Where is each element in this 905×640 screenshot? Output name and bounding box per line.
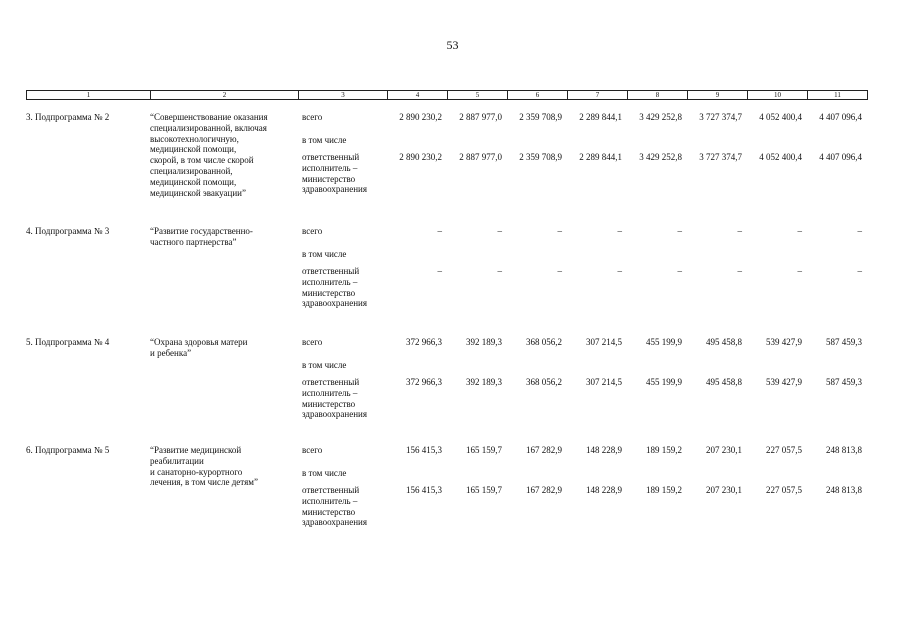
executor-value: 539 427,9 [766,377,802,387]
page-number: 53 [446,38,459,52]
total-value: 4 407 096,4 [819,112,862,122]
program-title-line: реабилитации [150,455,204,466]
program-name: 4. Подпрограмма № 3 [26,226,110,236]
total-label: всего [302,445,323,455]
column-number: 1 [27,91,151,100]
program-title-line: специализированной, включая [150,122,267,133]
executor-value: 148 228,9 [586,485,622,495]
program-title-line: специализированной, [150,166,233,176]
total-label: всего [302,112,323,122]
column-number: 10 [748,91,808,100]
executor-value: – [857,266,862,276]
program-title-line: медицинской помощи, [150,144,237,155]
executor-label-line: министерство [302,173,356,184]
program-name: 5. Подпрограмма № 4 [26,337,110,347]
column-number: 11 [808,91,868,100]
executor-value: – [677,266,682,276]
executor-value: 189 159,2 [646,485,682,495]
total-value: – [797,226,802,236]
executor-value: 207 230,1 [706,485,742,495]
total-value: 392 189,3 [466,337,502,347]
executor-label-line: ответственный [302,152,360,162]
total-value: 165 159,7 [466,445,502,455]
total-value: 2 289 844,1 [579,112,622,122]
total-value: 227 057,5 [766,445,802,455]
program-title-line: высокотехнологичную, [150,133,239,144]
executor-label-line: министерство [302,506,356,517]
including-label: в том числе [302,135,347,145]
total-value: 307 214,5 [586,337,622,347]
executor-value: – [437,266,442,276]
total-value: – [617,226,622,236]
executor-label-line: здравоохранения [302,517,368,528]
executor-value: 2 890 230,2 [399,152,442,162]
column-number: 6 [508,91,568,100]
executor-value: – [797,266,802,276]
executor-label-line: здравоохранения [302,298,368,309]
total-value: 207 230,1 [706,445,742,455]
total-value: 3 429 252,8 [639,112,682,122]
program-title-line: “Охрана здоровья матери [150,337,248,347]
total-label: всего [302,337,323,347]
executor-label-line: ответственный [302,266,360,276]
program-name: 6. Подпрограмма № 5 [26,445,110,455]
total-value: 156 415,3 [406,445,442,455]
executor-value: – [557,266,562,276]
executor-value: 3 429 252,8 [639,152,682,162]
executor-label-line: исполнитель – [302,387,358,398]
program-name: 3. Подпрограмма № 2 [26,112,110,122]
total-value: 2 359 708,9 [519,112,562,122]
column-number: 2 [151,91,299,100]
executor-value: 2 887 977,0 [459,152,502,162]
total-value: – [857,226,862,236]
total-value: – [677,226,682,236]
executor-value: – [497,266,502,276]
executor-label-line: ответственный [302,377,360,387]
executor-value: 227 057,5 [766,485,802,495]
executor-value: 307 214,5 [586,377,622,387]
executor-label-line: исполнитель – [302,276,358,287]
column-number: 7 [568,91,628,100]
executor-value: 2 359 708,9 [519,152,562,162]
program-title-line: и ребенка” [150,347,192,358]
column-number: 3 [299,91,388,100]
program-title-line: “Совершенствование оказания [150,112,268,122]
executor-value: 167 282,9 [526,485,562,495]
total-value: 495 458,8 [706,337,742,347]
executor-label-line: здравоохранения [302,409,368,420]
executor-value: 165 159,7 [466,485,502,495]
total-value: 3 727 374,7 [699,112,742,122]
column-number: 9 [688,91,748,100]
total-value: 248 813,8 [826,445,862,455]
total-value: 189 159,2 [646,445,682,455]
program-title-line: “Развитие государственно- [150,226,253,236]
executor-value: 587 459,3 [826,377,862,387]
total-value: 148 228,9 [586,445,622,455]
including-label: в том числе [302,360,347,370]
total-value: – [437,226,442,236]
total-value: 167 282,9 [526,445,562,455]
executor-label-line: ответственный [302,485,360,495]
column-number: 4 [388,91,448,100]
including-label: в том числе [302,249,347,259]
program-title-line: “Развитие медицинской [150,445,242,455]
executor-value: 3 727 374,7 [699,152,742,162]
total-value: 455 199,9 [646,337,682,347]
program-title-line: лечения, в том числе детям” [150,477,258,488]
total-value: – [497,226,502,236]
total-value: 2 887 977,0 [459,112,502,122]
executor-value: 156 415,3 [406,485,442,495]
executor-label-line: здравоохранения [302,184,368,195]
total-value: 4 052 400,4 [759,112,802,122]
executor-value: 4 407 096,4 [819,152,862,162]
executor-value: 248 813,8 [826,485,862,495]
executor-value: 2 289 844,1 [579,152,622,162]
executor-label-line: исполнитель – [302,162,358,173]
total-label: всего [302,226,323,236]
executor-value: – [617,266,622,276]
executor-value: 455 199,9 [646,377,682,387]
program-title-line: частного партнерства” [150,236,237,247]
column-number-header [26,90,868,100]
column-number: 5 [448,91,508,100]
program-title-line: и санаторно-курортного [150,466,243,477]
program-title-line: медицинской помощи, [150,176,237,187]
total-value: 2 890 230,2 [399,112,442,122]
total-value: 372 966,3 [406,337,442,347]
executor-value: 392 189,3 [466,377,502,387]
executor-label-line: исполнитель – [302,495,358,506]
executor-label-line: министерство [302,398,356,409]
total-value: 368 056,2 [526,337,562,347]
executor-value: – [737,266,742,276]
executor-value: 368 056,2 [526,377,562,387]
including-label: в том числе [302,468,347,478]
total-value: 539 427,9 [766,337,802,347]
executor-value: 372 966,3 [406,377,442,387]
total-value: – [557,226,562,236]
program-title-line: медицинской эвакуации” [150,187,246,198]
column-number: 8 [628,91,688,100]
total-value: – [737,226,742,236]
executor-value: 495 458,8 [706,377,742,387]
executor-label-line: министерство [302,287,356,298]
executor-value: 4 052 400,4 [759,152,802,162]
total-value: 587 459,3 [826,337,862,347]
program-title-line: скорой, в том числе скорой [150,155,254,166]
